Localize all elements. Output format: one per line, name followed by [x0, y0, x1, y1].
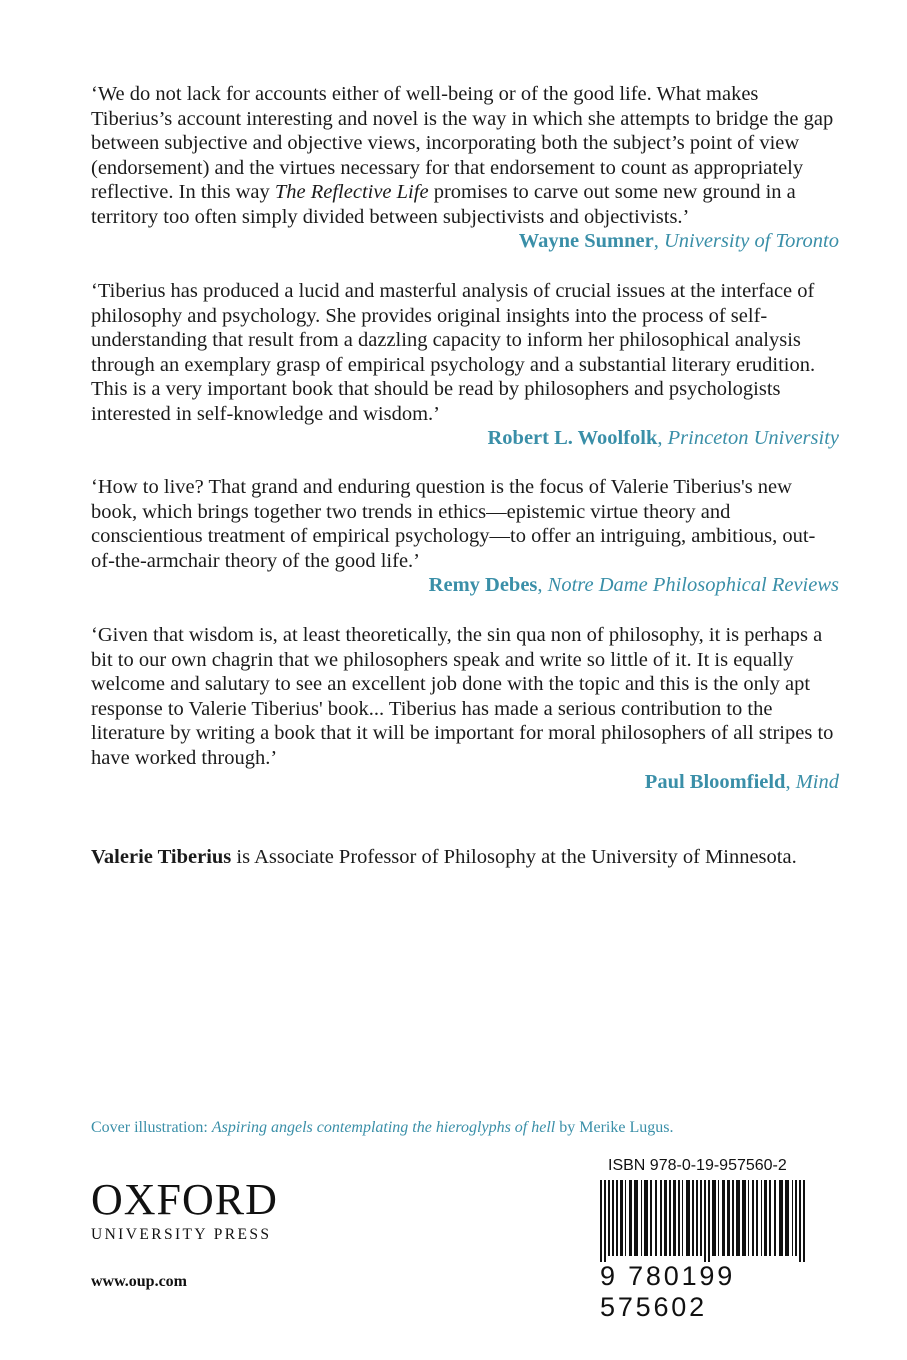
barcode-bar	[625, 1180, 626, 1256]
barcode-bar	[650, 1180, 652, 1256]
reviewer-name: Robert L. Woolfolk	[487, 427, 658, 449]
barcode-bar	[718, 1180, 719, 1256]
barcode-bar	[792, 1180, 793, 1256]
quote-text: ‘Given that wisdom is, at least theoretically, the sin qua non of philosophy, it is perhaps a bit to our own chagrin that we philosophers speak and write so little of it. It is equally welcome and salutary to see an excellent job done with the topic and this is the only apt response to Valerie Tiberius' book... Tiberius has made a serious contribution to the literature by writing a book that it will be important for moral philosophers of all stripes to have worked through.’	[91, 624, 834, 769]
barcode-bar	[764, 1180, 767, 1256]
barcode	[598, 1180, 840, 1262]
barcode-bar	[722, 1180, 725, 1256]
barcode-bar	[686, 1180, 690, 1256]
reviewer-name: Remy Debes	[428, 574, 538, 596]
barcode-bar	[700, 1180, 702, 1256]
publisher-subname: UNIVERSITY PRESS	[91, 1226, 272, 1243]
barcode-bar	[655, 1180, 657, 1256]
publisher-name: OXFORD	[91, 1175, 278, 1224]
isbn-label: ISBN 978-0-19-957560-2	[608, 1157, 787, 1174]
barcode-bar	[616, 1180, 618, 1256]
barcode-bar	[692, 1180, 694, 1256]
reviewer-affiliation: Mind	[795, 771, 839, 793]
barcode-digits: 9 780199 575602	[600, 1261, 736, 1322]
barcode-bar	[669, 1180, 671, 1256]
barcode-bar	[727, 1180, 730, 1256]
barcode-bar	[608, 1180, 610, 1256]
barcode-bar	[634, 1180, 638, 1256]
barcode-bar	[732, 1180, 734, 1256]
reviewer-affiliation: Princeton University	[667, 427, 839, 449]
barcode-bar	[785, 1180, 789, 1256]
reviewer-name: Paul Bloomfield	[644, 771, 786, 793]
barcode-bar	[742, 1180, 746, 1256]
quote-attribution: Robert L. Woolfolk, Princeton University	[487, 427, 839, 449]
barcode-bar	[696, 1180, 698, 1256]
barcode-bar	[756, 1180, 758, 1256]
barcode-bar	[736, 1180, 740, 1256]
author-name: Valerie Tiberius	[91, 846, 232, 868]
barcode-bar	[761, 1180, 762, 1256]
reviewer-name: Wayne Sumner	[518, 230, 654, 252]
barcode-bar	[678, 1180, 680, 1256]
quote-text: ‘We do not lack for accounts either of well-being or of the good life. What makes Tiberius’s account interesting and novel is the way in which she attempts to bridge the gap between subjective and objective views, incorporating both the subject’s point of view (endorsement) and the virtues necessary for that endorsement to count as appropriately reflective. In this way The Reflective Life promises to carve out some new ground in a territory too often simply divided between subjectivists and objectivists.’	[91, 83, 834, 228]
barcode-bar	[620, 1180, 623, 1256]
review-quote-2	[91, 279, 839, 451]
quote-attribution: Paul Bloomfield, Mind	[644, 771, 839, 793]
barcode-bar	[712, 1180, 716, 1256]
publisher-logo	[91, 1175, 278, 1244]
barcode-bar	[664, 1180, 667, 1256]
barcode-bar	[673, 1180, 676, 1256]
author-bio	[91, 845, 839, 870]
barcode-bar	[752, 1180, 754, 1256]
author-bio-text: is Associate Professor of Philosophy at the University of Minnesota.	[231, 846, 797, 868]
quote-attribution: Remy Debes, Notre Dame Philosophical Reviews	[428, 574, 839, 596]
barcode-bar	[604, 1180, 606, 1262]
quote-attribution: Wayne Sumner, University of Toronto	[518, 230, 839, 252]
barcode-bar	[629, 1180, 632, 1256]
review-quote-4	[91, 623, 839, 795]
barcode-bar	[803, 1180, 805, 1262]
barcode-bar	[682, 1180, 683, 1256]
cover-illustration-credit: Cover illustration: Aspiring angels contemplating the hieroglyphs of hell by Merike Lugus.	[91, 1119, 674, 1136]
barcode-bar	[795, 1180, 797, 1256]
barcode-bar	[600, 1180, 602, 1262]
reviewer-affiliation: Notre Dame Philosophical Reviews	[547, 574, 839, 596]
barcode-bar	[704, 1180, 706, 1262]
barcode-bar	[641, 1180, 642, 1256]
barcode-bar	[660, 1180, 662, 1256]
review-quote-1	[91, 82, 839, 254]
publisher-url[interactable]: www.oup.com	[91, 1273, 188, 1290]
quote-text: ‘How to live? That grand and enduring question is the focus of Valerie Tiberius's new book, which brings together two trends in ethics—epistemic virtue theory and conscientious treatment of empirical psychology—to offer an intriguing, ambitious, out-of-the-armchair theory of the good life.’	[91, 476, 816, 572]
barcode-bar	[774, 1180, 776, 1256]
barcode-bar	[769, 1180, 771, 1256]
barcode-bar	[748, 1180, 749, 1256]
barcode-bar	[779, 1180, 783, 1256]
barcode-bar	[708, 1180, 710, 1262]
illustration-title: Aspiring angels contemplating the hieroglyphs of hell	[211, 1119, 556, 1136]
barcode-bar	[612, 1180, 614, 1256]
barcode-bar	[799, 1180, 801, 1262]
barcode-bar	[644, 1180, 648, 1256]
reviewer-affiliation: University of Toronto	[663, 230, 839, 252]
quote-text: ‘Tiberius has produced a lucid and masterful analysis of crucial issues at the interface of philosophy and psychology. She provides original insights into the process of self-understanding that result from a dazzling capacity to inform her philosophical analysis through an exemplary grasp of empirical psychology and a substantial literary erudition. This is a very important book that should be read by philosophers and psychologists interested in self-knowledge and wisdom.’	[91, 280, 816, 425]
review-quote-3	[91, 475, 839, 598]
